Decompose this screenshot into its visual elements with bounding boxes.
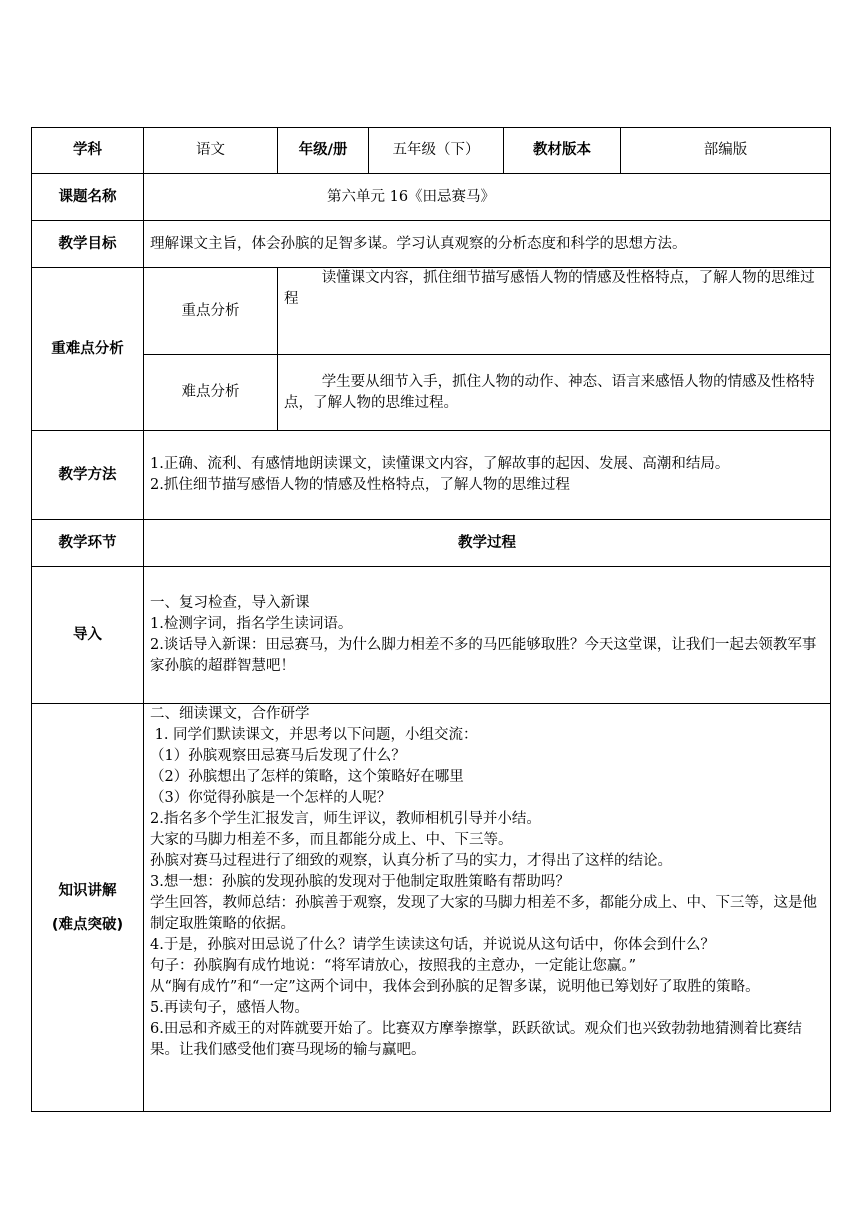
knowledge-line-9: 3.想一想：孙膑的发现孙膑的发现对于他制定取胜策略有帮助吗？ [150,874,570,890]
difficulty-text: 学生要从细节入手，抓住人物的动作、神态、语言来感悟人物的情感及性格特点，了解人物的思维过程。 [284,373,815,411]
knowledge-line-4: （2）孙膑想出了怎样的策略，这个策略好在哪里 [150,769,464,785]
analysis-label: 重难点分析 [32,268,144,431]
goal-row [32,221,831,268]
knowledge-label-line-2: (难点突破) [51,916,124,933]
key-text: 读懂课文内容，抓住细节描写感悟人物的情感及性格特点，了解人物的思维过程 [284,270,815,307]
knowledge-row [32,704,831,1112]
knowledge-line-8: 孙膑对赛马过程进行了细致的观察，认真分析了马的实力，才得出了这样的结论。 [150,853,672,869]
knowledge-line-13: 从“胸有成竹”和“一定”这两个词中，我体会到孙膑的足智多谋，说明他已筹划好了取胜的策略。 [150,979,760,995]
knowledge-line-7: 大家的马脚力相差不多，而且都能分成上、中、下三等。 [150,832,513,848]
intro-content [144,567,831,704]
difficulty-value [278,355,831,431]
knowledge-line-11: 4.于是，孙膑对田忌说了什么？请学生读读这句话，并说说从这句话中，你体会到什么？ [150,937,715,953]
edition-label: 教材版本 [504,128,621,174]
grade-label: 年级/册 [278,128,369,174]
lesson-title: 第六单元 16《田忌赛马》 [327,188,496,205]
goal-value: 理解课文主旨，体会孙膑的足智多谋。学习认真观察的分析态度和科学的思想方法。 [144,221,831,268]
intro-row [32,567,831,704]
difficulty-row [32,355,831,431]
lesson-value [144,174,831,221]
knowledge-line-14: 5.再读句子，感悟人物。 [150,1000,309,1016]
lesson-label: 课题名称 [32,174,144,221]
subject-value: 语文 [144,128,278,174]
knowledge-label [32,704,144,1112]
method-line-1: 1.正确、流利、有感情地朗读课文，读懂课文内容，了解故事的起因、发展、高潮和结局。 [150,456,730,472]
intro-line-3: 2.谈话导入新课：田忌赛马，为什么脚力相差不多的马匹能够取胜？今天这堂课，让我们一起去领教军事家孙膑的超群智慧吧！ [150,637,817,674]
subject-label: 学科 [32,128,144,174]
knowledge-line-3: （1）孙膑观察田忌赛马后发现了什么？ [150,748,406,764]
goal-label: 教学目标 [32,221,144,268]
key-label: 重点分析 [144,268,278,355]
edition-value: 部编版 [621,128,831,174]
knowledge-label-line-1: 知识讲解 [58,882,117,899]
knowledge-line-2: 1. 同学们默读课文，并思考以下问题，小组交流： [150,727,478,743]
knowledge-line-5: （3）你觉得孙膑是一个怎样的人呢？ [150,790,392,806]
knowledge-content [144,704,831,1112]
process-stage-label: 教学环节 [32,520,144,567]
method-value [144,431,831,520]
lesson-row [32,174,831,221]
grade-value: 五年级（下） [369,128,504,174]
difficulty-label: 难点分析 [144,355,278,431]
method-line-2: 2.抓住细节描写感悟人物的情感及性格特点，了解人物的思维过程 [150,477,570,493]
process-label: 教学过程 [144,520,831,567]
intro-label: 导入 [32,567,144,704]
knowledge-line-10: 学生回答，教师总结：孙膑善于观察，发现了大家的马脚力相差不多，都能分成上、中、下三等，这是他制定取胜策略的依据。 [150,895,817,932]
key-row [32,268,831,355]
method-label: 教学方法 [32,431,144,520]
knowledge-line-6: 2.指名多个学生汇报发言，师生评议，教师相机引导并小结。 [150,811,541,827]
intro-line-2: 1.检测字词，指名学生读词语。 [150,616,353,632]
header-row [32,128,831,174]
lesson-plan-table [31,127,831,1112]
process-header-row [32,520,831,567]
knowledge-line-1: 二、细读课文，合作研学 [150,706,310,722]
knowledge-line-12: 句子：孙膑胸有成竹地说：“将军请放心，按照我的主意办，一定能让您赢。” [150,958,637,974]
key-value [278,268,831,355]
intro-line-1: 一、复习检查，导入新课 [150,595,310,611]
method-row [32,431,831,520]
knowledge-line-15: 6.田忌和齐威王的对阵就要开始了。比赛双方摩拳擦掌，跃跃欲试。观众们也兴致勃勃地猜测着比赛结果。让我们感受他们赛马现场的输与赢吧。 [150,1021,802,1058]
